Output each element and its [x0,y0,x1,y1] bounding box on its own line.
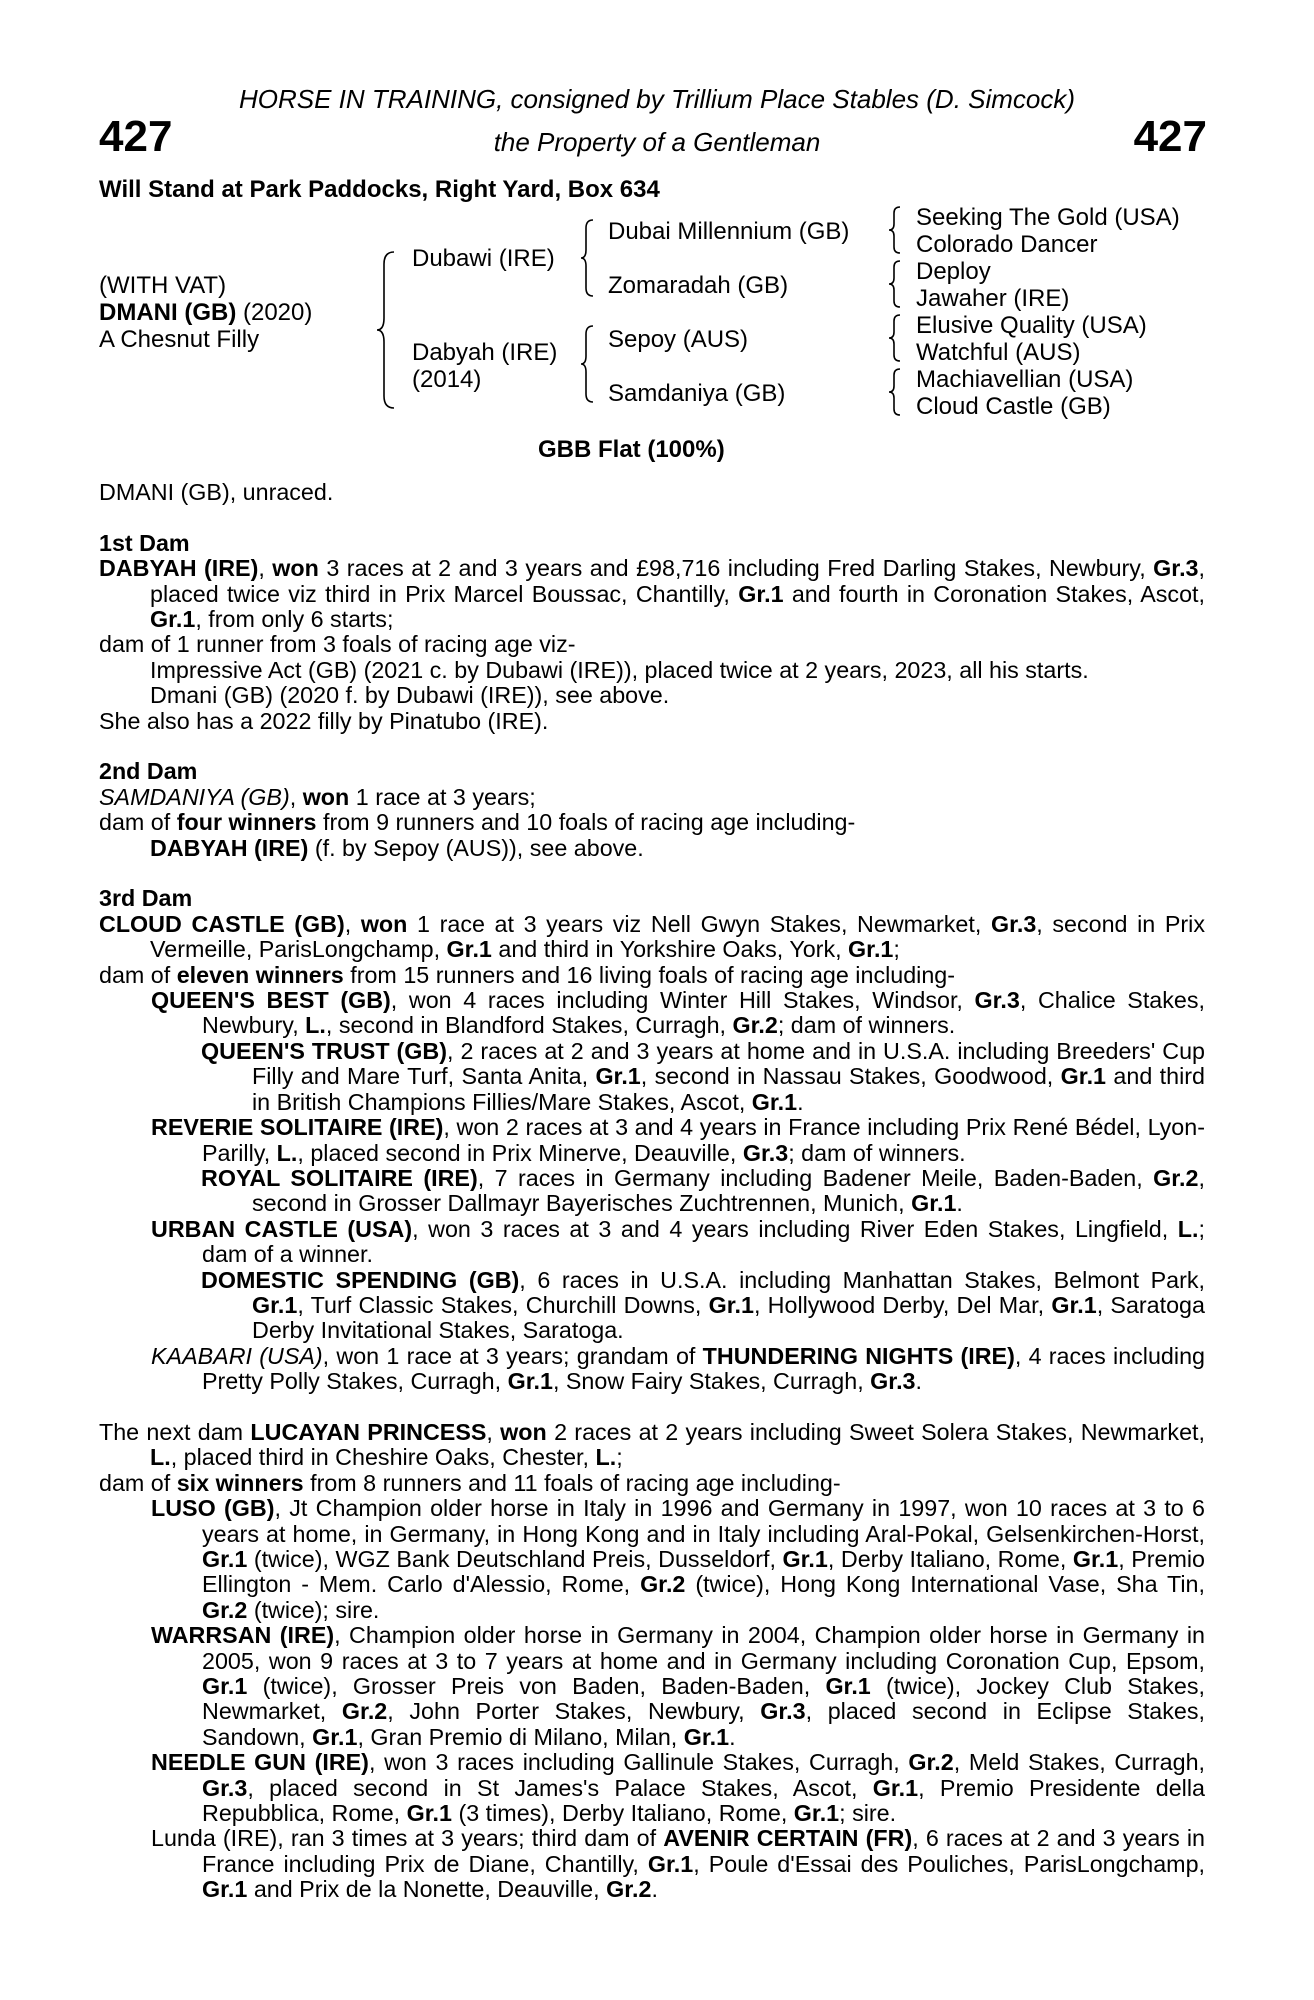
dam: Dabyah (IRE) [412,339,558,366]
rating: GBB Flat (100%) [538,436,725,463]
second-dam-produce-1: DABYAH (IRE) (f. by Sepoy (AUS)), see above. [150,834,644,861]
brace-gen2-bottom [580,324,596,404]
next-dam-produce-luso: LUSO (GB), Jt Champion older horse in Italy in 1996 and Germany in 1997, won 10 races at 3 to 6 years at home, in Germany, in Hong Kong and in Italy including Aral-Pokal, Gelsenkirchen-Horst, Gr.1 (twice), WGZ Bank Deutschland Preis, Dusseldorf, Gr.1, Derby Italiano, Rome, Gr.1, Premio Ellington - Mem. Carlo d'Alessio, Rome, Gr.2 (twice), Hong Kong International Vase, Sha Tin, Gr.2 (twice); sire. [151,1495,1205,1623]
consignment-line: HORSE IN TRAINING, consigned by Trillium Place Stables (D. Simcock) [238,84,1076,114]
horse-year: (2020) [242,299,313,326]
third-dam-name: CLOUD CASTLE (GB) [99,910,345,937]
dam-dam-sire: Machiavellian (USA) [916,366,1134,393]
third-dam-produce-reverie-solitaire: REVERIE SOLITAIRE (IRE), won 2 races at 3 and 4 years in France including Prix René Bédel, Lyon-Parilly, L., placed second in Prix Minerve, Deauville, Gr.3; dam of winners. [151,1114,1205,1166]
sire: Dubawi (IRE) [412,245,555,272]
catalogue-body [99,480,1205,1903]
horse-name-line [99,299,312,327]
horse-description: A Chesnut Filly [99,326,260,353]
third-dam-produce-urban-castle: URBAN CASTLE (USA), won 3 races at 3 and 4 years including River Eden Stakes, Lingfield, L.; dam of a winner. [151,1215,1205,1268]
lot-number-left: 427 [99,112,173,161]
dam-sire: Sepoy (AUS) [608,326,749,353]
dam-year: (2014) [412,366,482,393]
second-dam-produce-summary: dam of four winners from 9 runners and 10 foals of racing age including- [99,809,856,836]
vat-label: (WITH VAT) [99,272,227,299]
dam-sire-sire: Elusive Quality (USA) [916,312,1147,339]
brace-gen3-4 [888,367,902,417]
dam-sire-dam: Watchful (AUS) [916,339,1081,366]
dam-dam: Samdaniya (GB) [608,380,786,407]
brace-gen3-2 [888,259,902,309]
third-dam-record: CLOUD CASTLE (GB), won 1 race at 3 years viz Nell Gwyn Stakes, Newmarket, Gr.3, second in Prix Vermeille, ParisLongchamp, Gr.1 and third in Yorkshire Oaks, York, Gr.1; [99,910,1205,963]
sire-sire-sire: Seeking The Gold (USA) [916,204,1180,231]
dam-dam-dam: Cloud Castle (GB) [916,393,1111,420]
brace-gen2-top [580,218,596,298]
third-dam-produce-queens-trust: QUEEN'S TRUST (GB), 2 races at 2 and 3 years at home and in U.S.A. including Breeders' Cup Filly and Mare Turf, Santa Anita, Gr.1, second in Nassau Stakes, Goodwood, Gr.1 and third in British Champions Fillies/Mare Stakes, Ascot, Gr.1. [201,1037,1205,1115]
first-dam-heading: 1st Dam [99,529,190,556]
sire-dam-sire: Deploy [916,258,991,285]
next-dam-produce-warrsan: WARRSAN (IRE), Champion older horse in Germany in 2004, Champion older horse in Germany in 2005, won 9 races at 3 to 7 years at home and in Germany including Coronation Cup, Epsom, Gr.1 (twice), Grosser Preis von Baden, Baden-Baden, Gr.1 (twice), Jockey Club Stakes, Newmarket, Gr.2, John Porter Stakes, Newbury, Gr.3, placed second in Eclipse Stakes, Sandown, Gr.1, Gran Premio di Milano, Milan, Gr.1. [151,1622,1205,1750]
third-dam-produce-queens-best: QUEEN'S BEST (GB), won 4 races including Winter Hill Stakes, Windsor, Gr.3, Chalice Stakes, Newbury, L., second in Blandford Stakes, Curragh, Gr.2; dam of winners. [151,987,1205,1039]
first-dam-produce-1: Impressive Act (GB) (2021 c. by Dubawi (IRE)), placed twice at 2 years, 2023, all his starts. [150,656,1089,683]
third-dam-produce-domestic-spending: DOMESTIC SPENDING (GB), 6 races in U.S.A. including Manhattan Stakes, Belmont Park, Gr.1, Turf Classic Stakes, Churchill Downs, Gr.1, Hollywood Derby, Del Mar, Gr.1, Saratoga Derby Invitational Stakes, Saratoga. [201,1266,1206,1344]
next-dam-produce-summary: dam of six winners from 8 runners and 11 foals of racing age including- [99,1469,841,1496]
next-dam-produce-lunda: Lunda (IRE), ran 3 times at 3 years; third dam of AVENIR CERTAIN (FR), 6 races at 2 and 3 years in France including Prix de Diane, Chantilly, Gr.1, Poule d'Essai des Pouliches, ParisLongchamp, Gr.1 and Prix de la Nonette, Deauville, Gr.2. [151,1825,1205,1903]
brace-gen3-1 [888,205,902,255]
third-dam-produce-summary: dam of eleven winners from 15 runners and 16 living foals of racing age including- [99,961,956,988]
stand-location: Will Stand at Park Paddocks, Right Yard, Box 634 [99,176,660,203]
sire-dam-dam: Jawaher (IRE) [916,285,1070,312]
third-dam-produce-kaabari: KAABARI (USA), won 1 race at 3 years; grandam of THUNDERING NIGHTS (IRE), 4 races including Pretty Polly Stakes, Curragh, Gr.1, Snow Fairy Stakes, Curragh, Gr.3. [151,1342,1205,1395]
brace-gen1 [376,250,398,410]
lot-number-right: 427 [1133,112,1207,161]
next-dam-name: LUCAYAN PRINCESS [250,1418,487,1445]
third-dam-produce-royal-solitaire: ROYAL SOLITAIRE (IRE), 7 races in Germany including Badener Meile, Baden-Baden, Gr.2, second in Grosser Dallmayr Bayerisches Zuchtrennen, Munich, Gr.1. [201,1164,1205,1217]
horse-name: DMANI (GB) [99,299,237,326]
property-line: the Property of a Gentleman [493,127,821,157]
intro-line: DMANI (GB), unraced. [99,479,334,505]
sire-sire: Dubai Millennium (GB) [608,218,850,245]
sire-dam: Zomaradah (GB) [608,272,789,299]
next-dam-produce-needle-gun: NEEDLE GUN (IRE), won 3 races including Gallinule Stakes, Curragh, Gr.2, Meld Stakes, Curragh, Gr.3, placed second in St James's Palace Stakes, Ascot, Gr.1, Premio Presidente della Repubblica, Rome, Gr.1 (3 times), Derby Italiano, Rome, Gr.1; sire. [151,1749,1205,1827]
third-dam-heading: 3rd Dam [99,885,193,912]
second-dam-record: SAMDANIYA (GB), won 1 race at 3 years; [99,783,536,810]
first-dam-name: DABYAH (IRE) [99,555,259,582]
second-dam-heading: 2nd Dam [99,758,198,785]
first-dam-record: DABYAH (IRE), won 3 races at 2 and 3 years and £98,716 including Fred Darling Stakes, Newbury, Gr.3, placed twice viz third in Prix Marcel Boussac, Chantilly, Gr.1 and fourth in Coronation Stakes, Ascot, Gr.1, from only 6 starts; [99,555,1205,633]
sire-sire-dam: Colorado Dancer [916,231,1098,258]
first-dam-note: She also has a 2022 filly by Pinatubo (IRE). [99,707,549,734]
brace-gen3-3 [888,313,902,363]
first-dam-produce-2: Dmani (GB) (2020 f. by Dubawi (IRE)), see above. [150,682,670,709]
next-dam-record: The next dam LUCAYAN PRINCESS, won 2 races at 2 years including Sweet Solera Stakes, Newmarket, L., placed third in Cheshire Oaks, Chester, L.; [99,1418,1205,1471]
second-dam-name: SAMDANIYA (GB) [99,783,290,810]
first-dam-produce-summary: dam of 1 runner from 3 foals of racing age viz- [99,631,576,658]
